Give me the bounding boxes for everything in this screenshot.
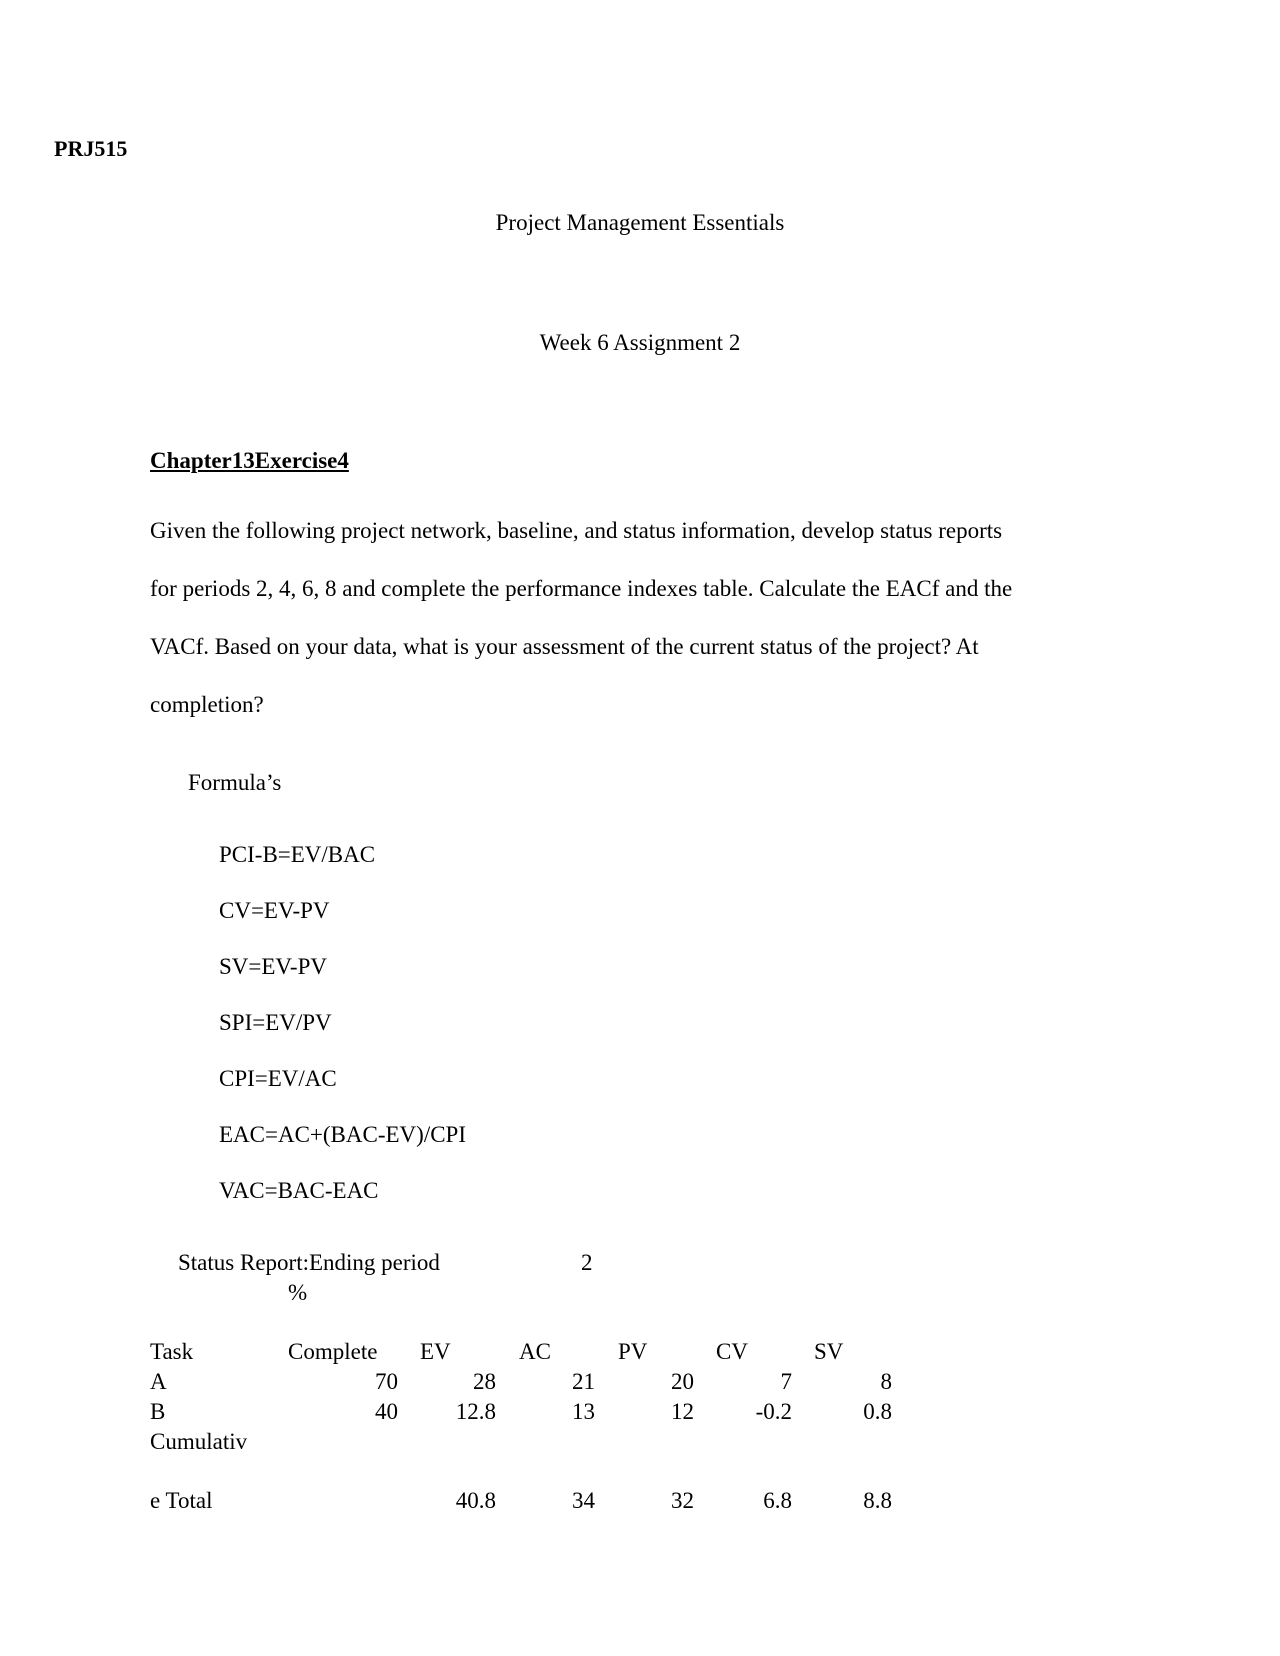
prompt-line-3: VACf. Based on your data, what is your assessment of the current status of the project? At (150, 634, 979, 659)
header-ev: EV (420, 1339, 451, 1364)
total-pv: 32 (671, 1488, 694, 1513)
row-b-ac: 13 (572, 1399, 595, 1424)
formulas-heading: Formula’s (188, 770, 282, 795)
row-a-task: A (150, 1369, 167, 1394)
row-b-complete: 40 (375, 1399, 398, 1424)
row-b-cv: -0.2 (755, 1399, 792, 1424)
total-ev: 40.8 (455, 1488, 496, 1513)
row-a-complete: 70 (375, 1369, 398, 1394)
formula-cpi: CPI=EV/AC (219, 1066, 337, 1091)
row-b-ev: 12.8 (455, 1399, 496, 1424)
header-task: Task (150, 1339, 194, 1364)
header-ac: AC (519, 1339, 551, 1364)
formula-pci-b: PCI-B=EV/BAC (219, 842, 376, 867)
total-label-line-2: e Total (150, 1488, 213, 1513)
header-sv: SV (814, 1339, 844, 1364)
header-complete: Complete (288, 1339, 378, 1364)
row-b-sv: 0.8 (863, 1399, 892, 1424)
prompt-line-1: Given the following project network, baseline, and status information, develop status reports (150, 518, 1003, 543)
formula-vac: VAC=BAC-EAC (219, 1178, 379, 1203)
status-report-period: 2 (581, 1250, 593, 1275)
row-b-task: B (150, 1399, 166, 1424)
row-a-cv: 7 (780, 1369, 792, 1394)
row-a-pv: 20 (671, 1369, 694, 1394)
formula-eac: EAC=AC+(BAC-EV)/CPI (219, 1122, 467, 1147)
course-code: PRJ515 (54, 136, 128, 161)
total-label-line-1: Cumulativ (150, 1429, 248, 1454)
header-pv: PV (618, 1339, 648, 1364)
formula-spi: SPI=EV/PV (219, 1010, 332, 1035)
prompt-line-2: for periods 2, 4, 6, 8 and complete the performance indexes table. Calculate the EACf and the (150, 576, 1013, 601)
row-b-pv: 12 (671, 1399, 694, 1424)
header-cv: CV (716, 1339, 748, 1364)
row-a-ev: 28 (473, 1369, 496, 1394)
percent-header-mark: % (288, 1280, 308, 1305)
total-ac: 34 (572, 1488, 595, 1513)
document-subtitle: Week 6 Assignment 2 (539, 330, 741, 355)
prompt-line-4: completion? (150, 692, 264, 717)
row-a-sv: 8 (880, 1369, 892, 1394)
total-cv: 6.8 (763, 1488, 792, 1513)
document-title: Project Management Essentials (495, 210, 785, 235)
formula-sv: SV=EV-PV (219, 954, 327, 979)
total-sv: 8.8 (863, 1488, 892, 1513)
formula-cv: CV=EV-PV (219, 898, 330, 923)
status-report-label: Status Report:Ending period (178, 1250, 440, 1275)
row-a-ac: 21 (572, 1369, 595, 1394)
section-heading: Chapter13Exercise4 (150, 448, 349, 473)
